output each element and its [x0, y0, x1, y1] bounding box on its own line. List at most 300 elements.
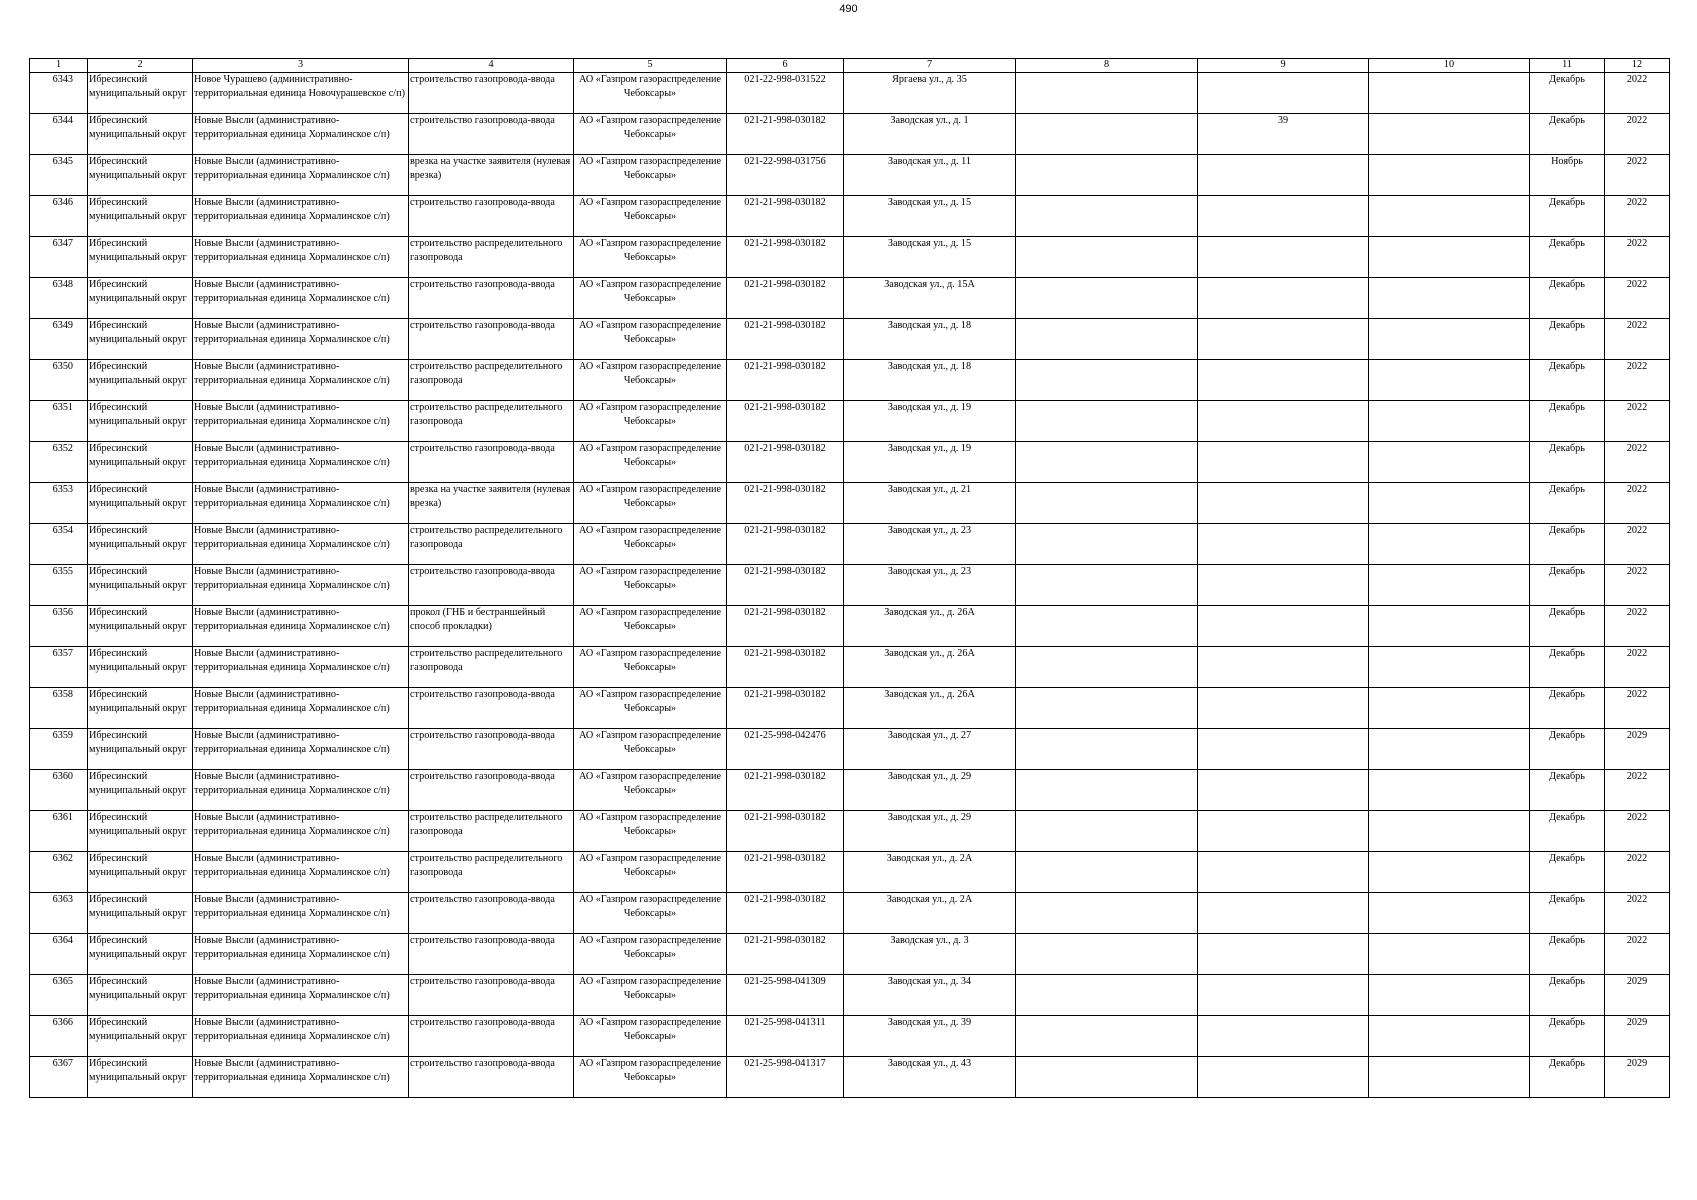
cell-column-9 [1198, 606, 1369, 647]
cell-program-code [727, 729, 844, 770]
cell-settlement [193, 811, 409, 852]
cell-text: 2029 [1626, 1017, 1648, 1028]
cell-text: Ибресинский муниципальный округ [89, 607, 187, 632]
cell-organization [574, 73, 727, 114]
cell-text: Ибресинский муниципальный округ [89, 197, 187, 222]
column-number-row [30, 59, 1670, 73]
column-header-12: 12 [1605, 59, 1670, 73]
cell-text: АО «Газпром газораспределение Чебоксары» [578, 648, 722, 673]
cell-year [1605, 688, 1670, 729]
cell-text: Декабрь [1549, 935, 1585, 946]
cell-column-8 [1016, 237, 1198, 278]
cell-column-10 [1369, 688, 1530, 729]
table-row [30, 196, 1670, 237]
cell-text: Новые Высли (административно-территориальная единица Хормалинское с/п) [194, 320, 390, 345]
cell-row-number [30, 442, 88, 483]
cell-text: строительство газопровода-ввода [410, 1017, 555, 1028]
cell-year [1605, 237, 1670, 278]
cell-organization [574, 729, 727, 770]
cell-text: 2022 [1626, 525, 1648, 536]
cell-text: Ибресинский муниципальный округ [89, 566, 187, 591]
cell-column-8 [1016, 975, 1198, 1016]
cell-text: АО «Газпром газораспределение Чебоксары» [578, 361, 722, 386]
cell-text: Декабрь [1549, 648, 1585, 659]
cell-work-type [409, 565, 574, 606]
table-row [30, 565, 1670, 606]
cell-text: 2022 [1626, 771, 1648, 782]
cell-column-9 [1198, 975, 1369, 1016]
cell-municipal-district [88, 1057, 193, 1098]
cell-address [844, 237, 1016, 278]
table-row [30, 934, 1670, 975]
cell-text: АО «Газпром газораспределение Чебоксары» [578, 74, 722, 99]
cell-text: 2022 [1626, 812, 1648, 823]
cell-text: Декабрь [1549, 115, 1585, 126]
cell-text: Заводская ул., д. 21 [887, 484, 972, 495]
cell-address [844, 647, 1016, 688]
cell-column-9 [1198, 1016, 1369, 1057]
cell-column-9 [1198, 688, 1369, 729]
table-row [30, 606, 1670, 647]
cell-column-10 [1369, 319, 1530, 360]
table-row [30, 1057, 1670, 1098]
cell-text: 021-21-998-030182 [744, 935, 826, 946]
cell-text: 2029 [1626, 730, 1648, 741]
table-row [30, 237, 1670, 278]
cell-settlement [193, 893, 409, 934]
cell-column-8 [1016, 442, 1198, 483]
cell-column-10 [1369, 114, 1530, 155]
cell-row-number [30, 688, 88, 729]
cell-column-9 [1198, 237, 1369, 278]
cell-address [844, 1057, 1016, 1098]
cell-text: АО «Газпром газораспределение Чебоксары» [578, 812, 722, 837]
cell-year [1605, 524, 1670, 565]
cell-text: 6351 [52, 402, 73, 413]
cell-work-type [409, 811, 574, 852]
cell-text: Новые Высли (административно-территориальная единица Хормалинское с/п) [194, 525, 390, 550]
cell-row-number [30, 565, 88, 606]
cell-text: строительство газопровода-ввода [410, 443, 555, 454]
cell-settlement [193, 155, 409, 196]
cell-text: 021-21-998-030182 [744, 279, 826, 290]
cell-year [1605, 196, 1670, 237]
cell-settlement [193, 73, 409, 114]
cell-column-8 [1016, 483, 1198, 524]
cell-column-9 [1198, 729, 1369, 770]
cell-program-code [727, 1016, 844, 1057]
cell-column-8 [1016, 360, 1198, 401]
cell-text: 2029 [1626, 1058, 1648, 1069]
cell-text: Новые Высли (административно-территориальная единица Хормалинское с/п) [194, 853, 390, 878]
cell-year [1605, 483, 1670, 524]
cell-text: 021-21-998-030182 [744, 361, 826, 372]
cell-settlement [193, 1057, 409, 1098]
cell-row-number [30, 114, 88, 155]
table-row [30, 688, 1670, 729]
column-header-4: 4 [409, 59, 574, 73]
cell-text: 021-21-998-030182 [744, 689, 826, 700]
cell-municipal-district [88, 196, 193, 237]
cell-month [1530, 237, 1605, 278]
cell-settlement [193, 688, 409, 729]
cell-text: 2022 [1626, 894, 1648, 905]
cell-column-10 [1369, 1016, 1530, 1057]
column-header-5: 5 [574, 59, 727, 73]
cell-municipal-district [88, 770, 193, 811]
cell-program-code [727, 442, 844, 483]
cell-settlement [193, 524, 409, 565]
cell-text: Заводская ул., д. 1 [890, 115, 969, 126]
cell-column-8 [1016, 1016, 1198, 1057]
cell-text: 021-25-998-042476 [744, 730, 826, 741]
cell-program-code [727, 934, 844, 975]
cell-work-type [409, 401, 574, 442]
cell-text: 2022 [1626, 156, 1648, 167]
cell-column-8 [1016, 401, 1198, 442]
cell-municipal-district [88, 483, 193, 524]
cell-text: Новые Высли (административно-территориальная единица Хормалинское с/п) [194, 976, 390, 1001]
table-row [30, 811, 1670, 852]
cell-text: Новые Высли (административно-территориальная единица Хормалинское с/п) [194, 156, 390, 181]
cell-text: строительство газопровода-ввода [410, 566, 555, 577]
cell-municipal-district [88, 934, 193, 975]
cell-column-10 [1369, 524, 1530, 565]
cell-text: Декабрь [1549, 74, 1585, 85]
cell-municipal-district [88, 524, 193, 565]
cell-text: Декабрь [1549, 689, 1585, 700]
cell-text: Декабрь [1549, 484, 1585, 495]
cell-column-8 [1016, 606, 1198, 647]
cell-column-8 [1016, 688, 1198, 729]
cell-text: Новые Высли (административно-территориальная единица Хормалинское с/п) [194, 566, 390, 591]
cell-column-9 [1198, 442, 1369, 483]
cell-text: Ноябрь [1551, 156, 1583, 167]
table-row [30, 442, 1670, 483]
cell-column-10 [1369, 196, 1530, 237]
cell-month [1530, 524, 1605, 565]
cell-text: АО «Газпром газораспределение Чебоксары» [578, 894, 722, 919]
cell-text: АО «Газпром газораспределение Чебоксары» [578, 156, 722, 181]
cell-column-9 [1198, 1057, 1369, 1098]
cell-settlement [193, 565, 409, 606]
cell-text: 2022 [1626, 484, 1648, 495]
cell-text: Ибресинский муниципальный округ [89, 771, 187, 796]
cell-text: 2022 [1626, 279, 1648, 290]
cell-column-8 [1016, 770, 1198, 811]
cell-text: строительство газопровода-ввода [410, 197, 555, 208]
table-row [30, 729, 1670, 770]
cell-text: Заводская ул., д. 26А [884, 607, 975, 618]
cell-year [1605, 73, 1670, 114]
cell-text: 6347 [52, 238, 73, 249]
cell-text: Новые Высли (административно-территориальная единица Хормалинское с/п) [194, 935, 390, 960]
cell-text: строительство газопровода-ввода [410, 74, 555, 85]
cell-text: Декабрь [1549, 730, 1585, 741]
cell-text: Новые Высли (административно-территориальная единица Хормалинское с/п) [194, 402, 390, 427]
cell-row-number [30, 524, 88, 565]
cell-row-number [30, 811, 88, 852]
cell-text: АО «Газпром газораспределение Чебоксары» [578, 771, 722, 796]
cell-text: 2022 [1626, 361, 1648, 372]
cell-settlement [193, 114, 409, 155]
cell-year [1605, 401, 1670, 442]
cell-text: 6366 [52, 1017, 73, 1028]
cell-column-10 [1369, 934, 1530, 975]
cell-text: Ибресинский муниципальный округ [89, 1017, 187, 1042]
cell-text: Ибресинский муниципальный округ [89, 853, 187, 878]
cell-text: Ибресинский муниципальный округ [89, 402, 187, 427]
cell-text: 2022 [1626, 853, 1648, 864]
cell-organization [574, 1016, 727, 1057]
table-row [30, 524, 1670, 565]
cell-settlement [193, 934, 409, 975]
cell-month [1530, 196, 1605, 237]
cell-month [1530, 934, 1605, 975]
cell-text: АО «Газпром газораспределение Чебоксары» [578, 689, 722, 714]
cell-row-number [30, 729, 88, 770]
cell-organization [574, 524, 727, 565]
cell-text: 021-21-998-030182 [744, 320, 826, 331]
cell-organization [574, 360, 727, 401]
cell-month [1530, 278, 1605, 319]
cell-column-9 [1198, 524, 1369, 565]
cell-program-code [727, 770, 844, 811]
cell-text: 021-21-998-030182 [744, 566, 826, 577]
cell-column-10 [1369, 811, 1530, 852]
cell-text: 2029 [1626, 976, 1648, 987]
cell-text: Ибресинский муниципальный округ [89, 443, 187, 468]
cell-municipal-district [88, 114, 193, 155]
cell-month [1530, 852, 1605, 893]
cell-text: Декабрь [1549, 566, 1585, 577]
cell-text: Новые Высли (административно-территориальная единица Хормалинское с/п) [194, 730, 390, 755]
cell-settlement [193, 442, 409, 483]
cell-text: АО «Газпром газораспределение Чебоксары» [578, 115, 722, 140]
cell-text: Яргаева ул., д. 35 [892, 74, 967, 85]
cell-text: Декабрь [1549, 771, 1585, 782]
cell-organization [574, 688, 727, 729]
cell-column-10 [1369, 975, 1530, 1016]
cell-organization [574, 811, 727, 852]
cell-address [844, 483, 1016, 524]
cell-text: Заводская ул., д. 15 [887, 238, 972, 249]
table-row [30, 360, 1670, 401]
cell-address [844, 565, 1016, 606]
table-row [30, 770, 1670, 811]
cell-column-9 [1198, 852, 1369, 893]
cell-text: Заводская ул., д. 39 [887, 1017, 972, 1028]
cell-text: Ибресинский муниципальный округ [89, 894, 187, 919]
cell-month [1530, 565, 1605, 606]
column-header-9: 9 [1198, 59, 1369, 73]
cell-municipal-district [88, 647, 193, 688]
cell-municipal-district [88, 852, 193, 893]
cell-text: строительство распределительного газопровода [410, 525, 563, 550]
cell-address [844, 934, 1016, 975]
cell-column-8 [1016, 114, 1198, 155]
cell-column-9 [1198, 114, 1369, 155]
cell-text: Ибресинский муниципальный округ [89, 525, 187, 550]
cell-text: 6348 [52, 279, 73, 290]
cell-column-8 [1016, 155, 1198, 196]
cell-text: строительство распределительного газопровода [410, 402, 563, 427]
cell-text: 021-21-998-030182 [744, 525, 826, 536]
cell-text: строительство распределительного газопровода [410, 812, 563, 837]
cell-text: 39 [1277, 115, 1289, 126]
cell-text: Ибресинский муниципальный округ [89, 320, 187, 345]
cell-year [1605, 360, 1670, 401]
cell-text: Декабрь [1549, 812, 1585, 823]
cell-address [844, 319, 1016, 360]
cell-address [844, 73, 1016, 114]
cell-row-number [30, 934, 88, 975]
table-body [30, 73, 1670, 1098]
cell-year [1605, 565, 1670, 606]
cell-text: 021-25-998-041317 [744, 1058, 826, 1069]
cell-text: строительство газопровода-ввода [410, 771, 555, 782]
cell-text: АО «Газпром газораспределение Чебоксары» [578, 402, 722, 427]
cell-month [1530, 729, 1605, 770]
cell-settlement [193, 278, 409, 319]
cell-year [1605, 155, 1670, 196]
cell-month [1530, 606, 1605, 647]
cell-text: 021-21-998-030182 [744, 402, 826, 413]
cell-address [844, 729, 1016, 770]
cell-text: Ибресинский муниципальный округ [89, 238, 187, 263]
cell-text: строительство распределительного газопровода [410, 853, 563, 878]
cell-municipal-district [88, 688, 193, 729]
cell-column-8 [1016, 278, 1198, 319]
cell-address [844, 770, 1016, 811]
cell-work-type [409, 483, 574, 524]
cell-program-code [727, 196, 844, 237]
cell-work-type [409, 688, 574, 729]
cell-text: АО «Газпром газораспределение Чебоксары» [578, 279, 722, 304]
cell-column-9 [1198, 360, 1369, 401]
cell-text: Ибресинский муниципальный округ [89, 1058, 187, 1083]
cell-work-type [409, 852, 574, 893]
cell-work-type [409, 770, 574, 811]
cell-year [1605, 647, 1670, 688]
cell-text: Ибресинский муниципальный округ [89, 115, 187, 140]
cell-year [1605, 442, 1670, 483]
cell-program-code [727, 975, 844, 1016]
cell-text: Новые Высли (административно-территориальная единица Хормалинское с/п) [194, 648, 390, 673]
cell-column-10 [1369, 73, 1530, 114]
cell-text: 2022 [1626, 238, 1648, 249]
cell-address [844, 688, 1016, 729]
cell-work-type [409, 893, 574, 934]
cell-text: Декабрь [1549, 238, 1585, 249]
cell-settlement [193, 770, 409, 811]
cell-month [1530, 688, 1605, 729]
cell-text: строительство газопровода-ввода [410, 115, 555, 126]
cell-work-type [409, 442, 574, 483]
cell-program-code [727, 606, 844, 647]
column-header-11: 11 [1530, 59, 1605, 73]
cell-text: Ибресинский муниципальный округ [89, 74, 187, 99]
cell-year [1605, 1057, 1670, 1098]
cell-program-code [727, 114, 844, 155]
cell-text: Заводская ул., д. 43 [887, 1058, 972, 1069]
cell-text: Заводская ул., д. 29 [887, 771, 972, 782]
table-row [30, 1016, 1670, 1057]
cell-program-code [727, 852, 844, 893]
cell-month [1530, 73, 1605, 114]
cell-text: строительство газопровода-ввода [410, 730, 555, 741]
cell-row-number [30, 483, 88, 524]
column-header-8: 8 [1016, 59, 1198, 73]
cell-organization [574, 237, 727, 278]
cell-municipal-district [88, 319, 193, 360]
column-header-10: 10 [1369, 59, 1530, 73]
cell-column-10 [1369, 278, 1530, 319]
cell-organization [574, 975, 727, 1016]
cell-organization [574, 114, 727, 155]
cell-program-code [727, 1057, 844, 1098]
cell-text: 6344 [52, 115, 73, 126]
cell-text: 6345 [52, 156, 73, 167]
cell-settlement [193, 1016, 409, 1057]
cell-work-type [409, 934, 574, 975]
cell-row-number [30, 401, 88, 442]
cell-text: 2022 [1626, 402, 1648, 413]
cell-text: Заводская ул., д. 26А [884, 648, 975, 659]
cell-column-8 [1016, 73, 1198, 114]
cell-address [844, 401, 1016, 442]
cell-text: АО «Газпром газораспределение Чебоксары» [578, 484, 722, 509]
cell-program-code [727, 565, 844, 606]
cell-text: 021-25-998-041311 [744, 1017, 826, 1028]
cell-program-code [727, 360, 844, 401]
table-row [30, 401, 1670, 442]
cell-column-9 [1198, 196, 1369, 237]
cell-text: 6361 [52, 812, 73, 823]
cell-municipal-district [88, 565, 193, 606]
cell-text: 021-21-998-030182 [744, 853, 826, 864]
cell-column-10 [1369, 442, 1530, 483]
cell-address [844, 606, 1016, 647]
cell-column-8 [1016, 1057, 1198, 1098]
cell-month [1530, 483, 1605, 524]
cell-text: Декабрь [1549, 361, 1585, 372]
cell-text: 2022 [1626, 197, 1648, 208]
page-number: 490 [839, 3, 858, 15]
cell-text: 021-21-998-030182 [744, 812, 826, 823]
cell-text: Новые Высли (административно-территориальная единица Хормалинское с/п) [194, 279, 390, 304]
cell-column-10 [1369, 360, 1530, 401]
cell-municipal-district [88, 729, 193, 770]
cell-text: Ибресинский муниципальный округ [89, 484, 187, 509]
cell-program-code [727, 483, 844, 524]
cell-text: Новые Высли (административно-территориальная единица Хормалинское с/п) [194, 1017, 390, 1042]
table-row [30, 155, 1670, 196]
cell-organization [574, 770, 727, 811]
cell-column-9 [1198, 565, 1369, 606]
cell-text: Новые Высли (административно-территориальная единица Хормалинское с/п) [194, 607, 390, 632]
cell-row-number [30, 278, 88, 319]
cell-year [1605, 975, 1670, 1016]
cell-text: Декабрь [1549, 607, 1585, 618]
cell-text: Декабрь [1549, 894, 1585, 905]
cell-text: прокол (ГНБ и бестраншейный способ прокладки) [410, 607, 546, 632]
cell-text: Ибресинский муниципальный округ [89, 730, 187, 755]
cell-text: 6357 [52, 648, 73, 659]
cell-text: строительство газопровода-ввода [410, 935, 555, 946]
cell-text: 6353 [52, 484, 73, 495]
cell-municipal-district [88, 811, 193, 852]
